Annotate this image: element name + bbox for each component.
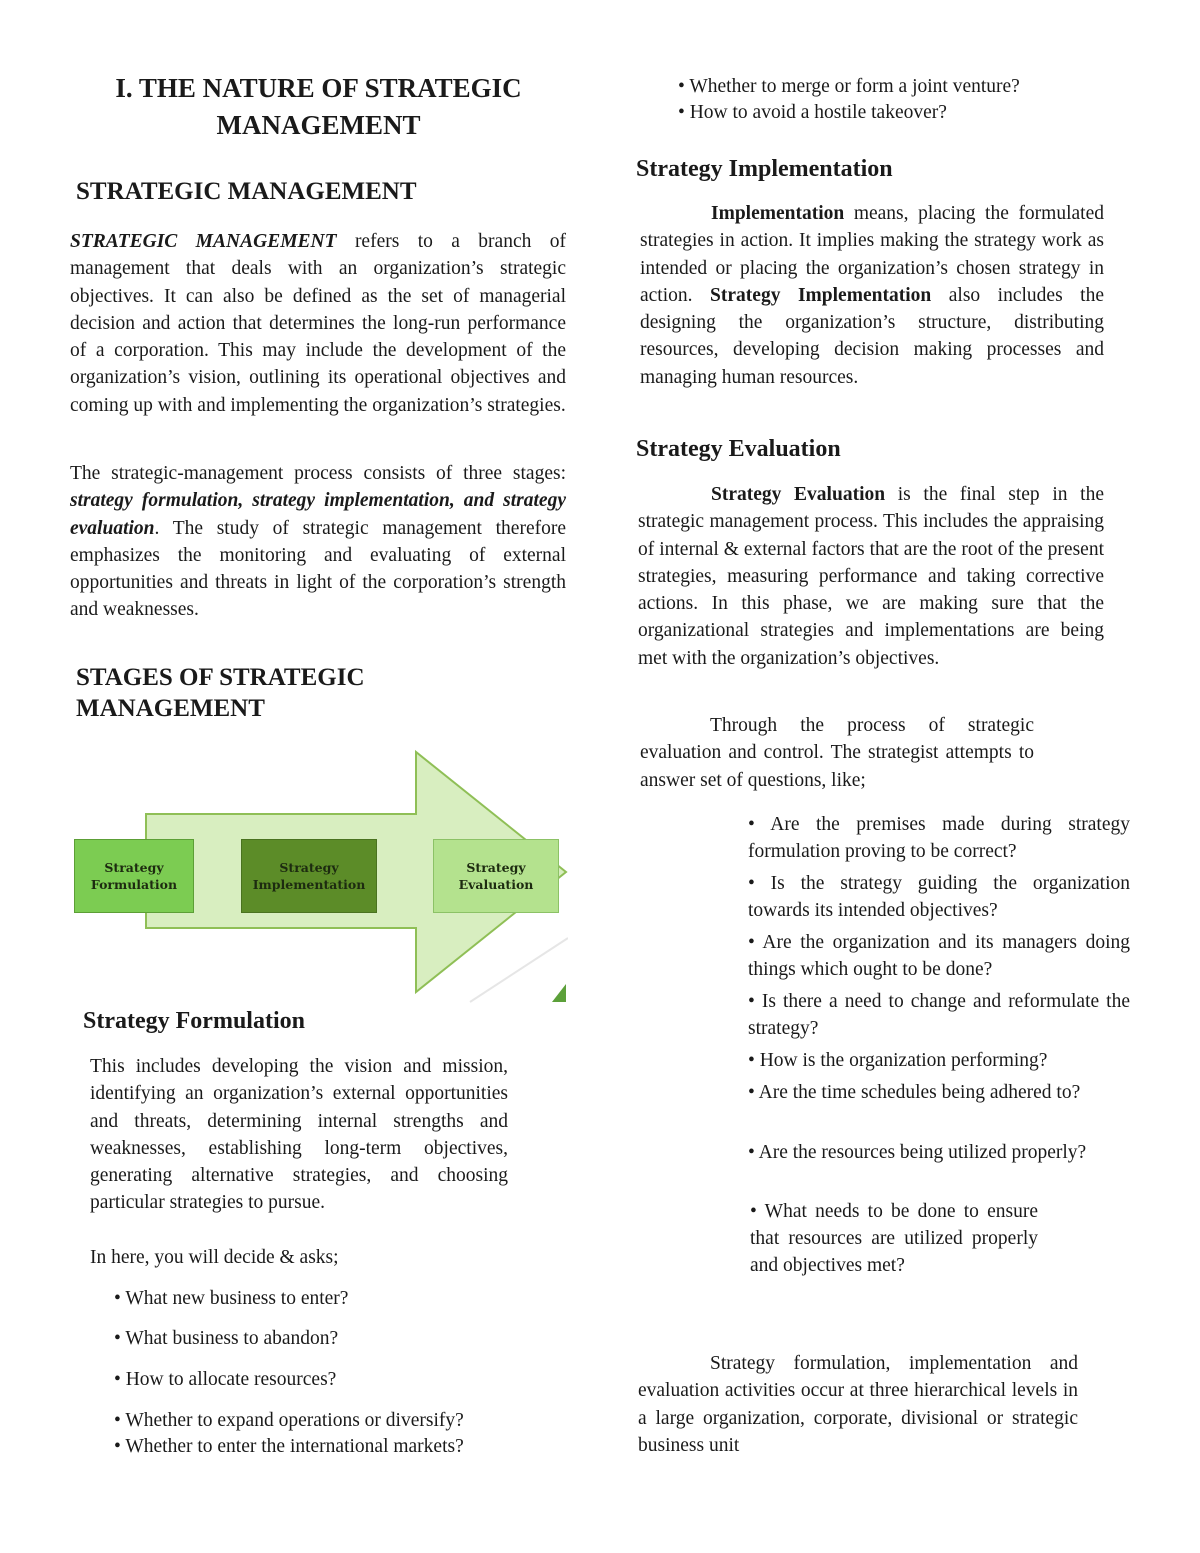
- evaluation-question-4: • Is there a need to change and reformulate the strategy?: [748, 991, 1130, 1039]
- evaluation-text: is the final step in the strategic management process. This includes the appraising of internal & external factors that are the root of the present strategies, measuring performance and taking corrective actions. In this phase, we are making sure that the organizational strategies and implementations are being met with the organization’s objectives.: [638, 484, 1104, 669]
- evaluation-term: Strategy Evaluation: [711, 484, 886, 505]
- page-title-line-1: I. THE NATURE OF STRATEGIC: [115, 73, 522, 103]
- page-title-line-2: MANAGEMENT: [216, 110, 421, 140]
- implementation-text-2: also includes the designing the organization’s structure, distributing resources, developing decision making processes and managing human resources.: [640, 284, 1105, 388]
- stage-box-formulation-line-1: Strategy: [104, 860, 164, 875]
- strategic-management-definition: [70, 228, 566, 419]
- evaluation-question-6: • Are the time schedules being adhered to?: [748, 1082, 1081, 1103]
- implementation-text-1: means, placing the formulated strategies in action. It implies making the strategy work as intended or placing the organization’s chosen strategy in action.: [640, 203, 1104, 306]
- decorative-line: [470, 938, 568, 1002]
- process-paragraph: [70, 460, 566, 624]
- stage-box-evaluation: [433, 839, 559, 913]
- implementation-heading: Strategy Implementation: [636, 156, 893, 182]
- stage-box-evaluation-line-1: Strategy: [466, 860, 526, 875]
- implementation-term: Implementation: [711, 203, 845, 224]
- evaluation-heading: Strategy Evaluation: [636, 436, 841, 462]
- evaluation-body: [638, 481, 1104, 672]
- formulation-question-1: • What new business to enter?: [114, 1288, 349, 1309]
- stage-box-implementation-line-1: Strategy: [279, 860, 339, 875]
- stage-box-formulation: [74, 839, 194, 913]
- formulation-decide: In here, you will decide & asks;: [90, 1247, 339, 1268]
- evaluation-question-2: • Is the strategy guiding the organization towards its intended objectives?: [748, 873, 1130, 921]
- stage-box-evaluation-line-2: Evaluation: [458, 877, 534, 892]
- strategic-management-term: STRATEGIC MANAGEMENT: [70, 231, 337, 252]
- stage-box-implementation: [241, 839, 377, 913]
- takeover-question: • How to avoid a hostile takeover?: [678, 102, 947, 123]
- strategic-management-body: refers to a branch of management that deals with an organization’s strategic objectives. It can also be defined as the set of managerial decision and action that determines the long-run performance of a corporation. This may include the development of the organization’s vision, outlining its operational objectives and coming up with and implementing the organization’s strategies.: [70, 231, 566, 416]
- process-intro: The strategic-management process consists of three stages:: [70, 463, 566, 484]
- evaluation-through: Through the process of strategic evaluation and control. The strategist attempts to answer set of questions, like;: [640, 715, 1034, 791]
- evaluation-question-1: • Are the premises made during strategy formulation proving to be correct?: [748, 814, 1130, 862]
- evaluation-question-7: • Are the resources being utilized properly?: [748, 1142, 1087, 1163]
- process-rest: . The study of strategic management therefore emphasizes the monitoring and evaluating of external opportunities and threats in light of the corporation’s strength and weaknesses.: [70, 517, 566, 621]
- strategic-management-heading: STRATEGIC MANAGEMENT: [76, 178, 417, 205]
- process-stages: strategy formulation, strategy implementation, and strategy evaluation: [70, 490, 566, 539]
- stage-box-implementation-line-2: Implementation: [252, 877, 366, 892]
- evaluation-question-3: • Are the organization and its managers doing things which ought to be done?: [748, 932, 1130, 980]
- merge-question: • Whether to merge or form a joint venture?: [678, 76, 1020, 97]
- stages-heading: [76, 662, 365, 724]
- evaluation-question-8: • What needs to be done to ensure that resources are utilized properly and objectives met?: [750, 1201, 1038, 1276]
- corner-triangle: [552, 984, 566, 1002]
- formulation-question-3: • How to allocate resources?: [114, 1369, 337, 1390]
- stages-heading-line-1: STAGES OF STRATEGIC: [76, 664, 365, 691]
- formulation-heading: Strategy Formulation: [83, 1008, 305, 1034]
- implementation-term-2: Strategy Implementation: [710, 284, 932, 306]
- page-title: [70, 70, 567, 144]
- stages-heading-line-2: MANAGEMENT: [76, 695, 265, 722]
- evaluation-question-5: • How is the organization performing?: [748, 1050, 1048, 1071]
- implementation-body: [640, 200, 1104, 391]
- formulation-question-5: • Whether to enter the international markets?: [114, 1436, 464, 1457]
- formulation-question-2: • What business to abandon?: [114, 1328, 339, 1349]
- formulation-question-4: • Whether to expand operations or diversify?: [114, 1410, 464, 1431]
- formulation-body: This includes developing the vision and mission, identifying an organization’s external opportunities and threats, determining internal strengths and weaknesses, establishing long-term objectives, generating alternative strategies, and choosing particular strategies to pursue.: [90, 1056, 508, 1214]
- closing-paragraph: Strategy formulation, implementation and evaluation activities occur at three hierarchical levels in a large organization, corporate, divisional or strategic business unit: [638, 1353, 1078, 1456]
- stage-box-formulation-line-2: Formulation: [90, 877, 178, 892]
